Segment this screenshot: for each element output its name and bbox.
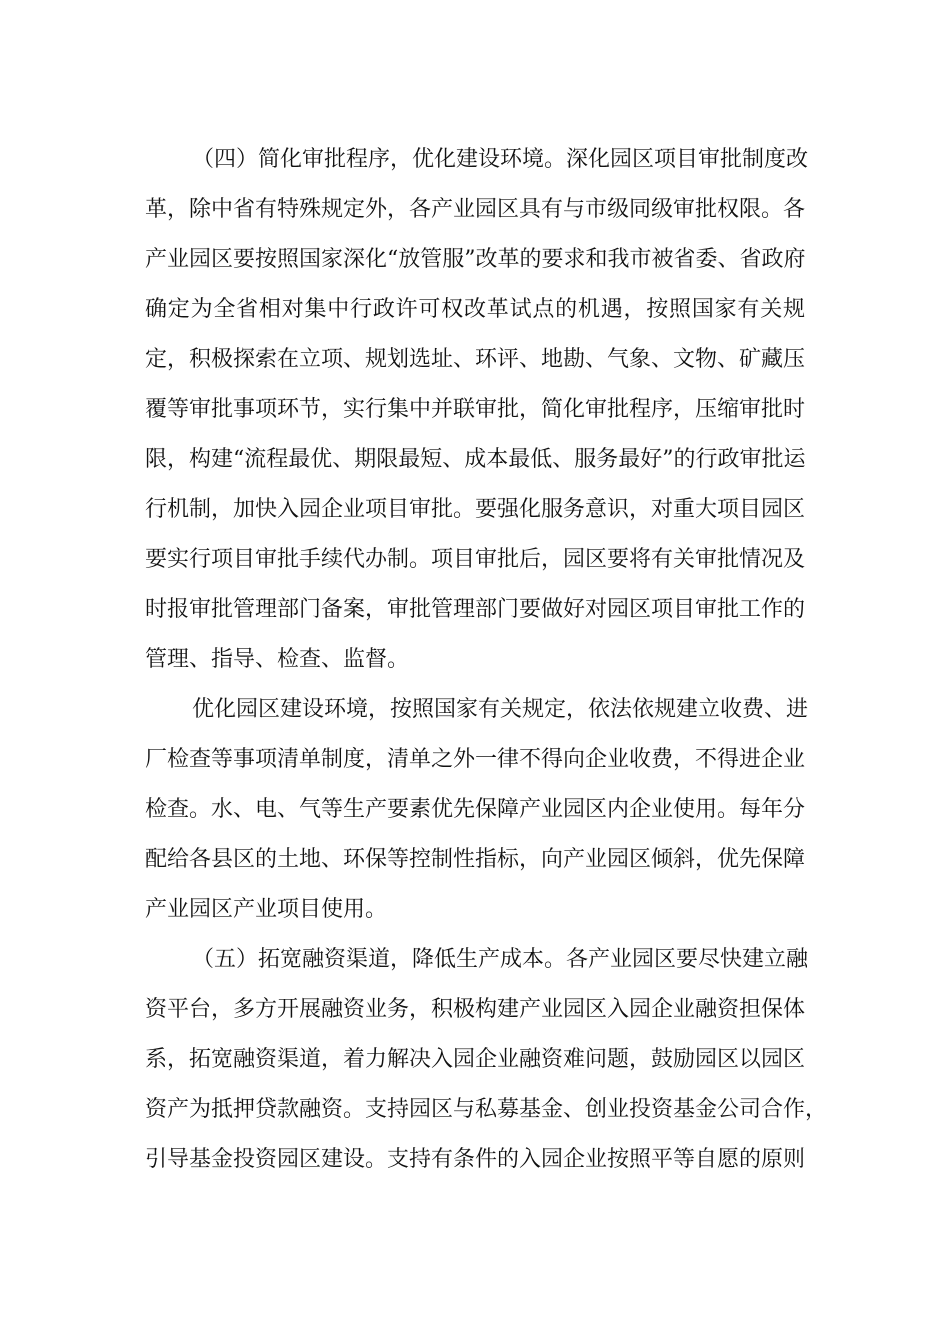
- paragraph-1-line-7: 限，构建“流程最优、期限最短、成本最低、服务最好”的行政审批运: [145, 447, 806, 472]
- paragraph-1-line-3: 产业园区要按照国家深化“放管服”改革的要求和我市被省委、省政府: [145, 247, 806, 272]
- paragraph-1-line-4: 确定为全省相对集中行政许可权改革试点的机遇，按照国家有关规: [145, 297, 805, 322]
- paragraph-1-line-8: 行机制，加快入园企业项目审批。要强化服务意识，对重大项目园区: [145, 497, 806, 522]
- paragraph-2-line-5: 产业园区产业项目使用。: [145, 897, 388, 922]
- paragraph-1-line-2: 革，除中省有特殊规定外，各产业园区具有与市级同级审批权限。各: [145, 197, 806, 222]
- paragraph-2-line-2: 厂检查等事项清单制度，清单之外一律不得向企业收费，不得进企业: [145, 747, 806, 772]
- paragraph-1-line-1: （四）简化审批程序，优化建设环境。深化园区项目审批制度改: [192, 147, 809, 172]
- paragraph-3-line-1: （五）拓宽融资渠道，降低生产成本。各产业园区要尽快建立融: [192, 947, 809, 972]
- paragraph-3-line-3: 系，拓宽融资渠道，着力解决入园企业融资难问题，鼓励园区以园区: [145, 1047, 806, 1072]
- paragraph-2-line-1: 优化园区建设环境，按照国家有关规定，依法依规建立收费、进: [192, 697, 809, 722]
- paragraph-1-line-11: 管理、指导、检查、监督。: [145, 647, 410, 672]
- paragraph-1-line-10: 时报审批管理部门备案，审批管理部门要做好对园区项目审批工作的: [145, 597, 806, 622]
- paragraph-3-line-2: 资平台，多方开展融资业务，积极构建产业园区入园企业融资担保体: [145, 997, 806, 1022]
- paragraph-2-line-3: 检查。水、电、气等生产要素优先保障产业园区内企业使用。每年分: [145, 797, 806, 822]
- paragraph-3-line-4: 资产为抵押贷款融资。支持园区与私募基金、创业投资基金公司合作，: [145, 1097, 828, 1122]
- paragraph-1-line-9: 要实行项目审批手续代办制。项目审批后，园区要将有关审批情况及: [145, 547, 806, 572]
- paragraph-2-line-4: 配给各县区的土地、环保等控制性指标，向产业园区倾斜，优先保障: [145, 847, 806, 872]
- paragraph-1-line-5: 定，积极探索在立项、规划选址、环评、地勘、气象、文物、矿藏压: [145, 347, 806, 372]
- paragraph-1-line-6: 覆等审批事项环节，实行集中并联审批，简化审批程序，压缩审批时: [145, 397, 806, 422]
- paragraph-3-line-5: 引导基金投资园区建设。支持有条件的入园企业按照平等自愿的原则: [145, 1147, 806, 1172]
